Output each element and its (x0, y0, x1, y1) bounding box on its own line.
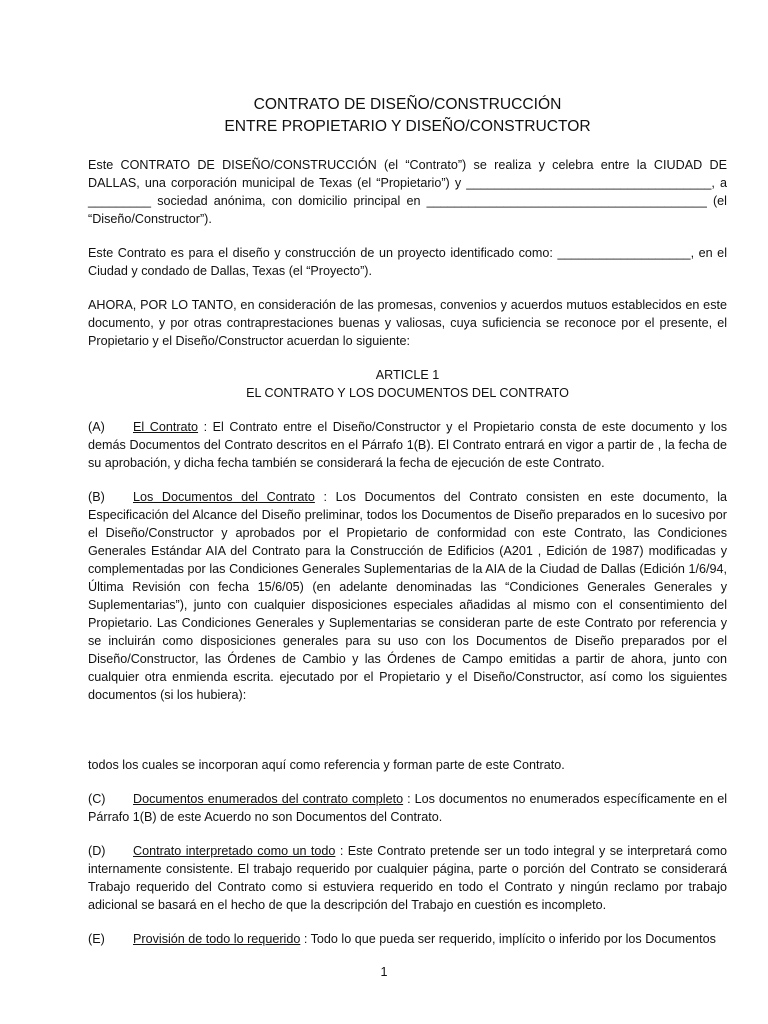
section-b-closing: todos los cuales se incorporan aquí como referencia y forman parte de este Contrato. (88, 758, 565, 772)
intro-paragraph-parties: Este CONTRATO DE DISEÑO/CONSTRUCCIÓN (el “Contrato”) se realiza y celebra entre la CIUDAD DE DALLAS, una corporación municipal de Texas (el “Propietario”) y ___________________________________, a _________ sociedad anónima, con domicilio principal en ________________________________________ (el “Diseño/Constructor”). (88, 158, 727, 226)
intro-paragraph-agreement: AHORA, POR LO TANTO, en consideración de las promesas, convenios y acuerdos mutuos establecidos en este documento, y por otras contraprestaciones buenas y valiosas, cuya suficiencia se reconoce por el presente, el Propietario y el Diseño/Constructor acuerdan lo siguiente: (88, 298, 727, 348)
title-line-1: CONTRATO DE DISEÑO/CONSTRUCCIÓN (253, 96, 562, 113)
section-e-letter: (E) (88, 932, 105, 946)
section-e-text: : Todo lo que pueda ser requerido, implícito o inferido por los Documentos (300, 932, 716, 946)
section-d-text: : Este Contrato pretende ser un todo integral y se interpretará como internamente consistente. El trabajo requerido por cualquier página, parte o porción del Contrato se considerará Trabajo requerido del Contrato como si estuviera requerido en todo el Contrato y ningún reclamo por trabajo adicional se basará en el hecho de que la descripción del Trabajo en cuestión es incompleto. (88, 844, 727, 912)
section-d (88, 842, 727, 914)
section-a (88, 418, 727, 472)
section-c-letter: (C) (88, 792, 106, 806)
page-number: 1 (380, 965, 388, 979)
section-a-heading: El Contrato (133, 420, 199, 434)
section-b (88, 488, 727, 704)
section-b-letter: (B) (88, 490, 105, 504)
section-c-text: : Los documentos no enumerados específicamente en el Párrafo 1(B) de este Acuerdo no son Documentos del Contrato. (88, 792, 728, 824)
document-list-blank-space (88, 720, 727, 756)
title-line-2: ENTRE PROPIETARIO Y DISEÑO/CONSTRUCTOR (224, 118, 591, 135)
section-d-letter: (D) (88, 844, 106, 858)
article-heading (88, 366, 727, 402)
article-title: EL CONTRATO Y LOS DOCUMENTOS DEL CONTRATO (246, 386, 569, 400)
section-b-text: : Los Documentos del Contrato consisten en este documento, la Especificación del Alcance del Diseño preliminar, todos los Documentos de Diseño preparados en lo sucesivo por el Diseño/Constructor y aprobados por el Propietario de conformidad con este Contrato, las Condiciones Generales Estándar AIA del Contrato para la Construcción de Edificios (A201 , Edición de 1987) modificadas y complementadas por las Condiciones Generales Suplementarias de la AIA de la Ciudad de Dallas (Edición 1/6/94, Última Revisión con fecha 15/6/05) (en adelante denominadas las “Condiciones Generales Generales y Suplementarias”), junto con cualquier disposiciones especiales añadidas al mismo con el consentimiento del Propietario. Las Condiciones Generales y Suplementarias se consideran parte de este Contrato por referencia y se incluirán como disposiciones generales para su uso con los Documentos de Diseño preparados por el Diseño/Constructor, las Órdenes de Cambio y las Órdenes de Campo emitidas a partir de ahora, junto con cualquier otra enmienda escrita. ejecutado por el Propietario y el Diseño/Constructor, así como los siguientes documentos (si los hubiera): (88, 490, 728, 702)
section-a-text: : El Contrato entre el Diseño/Constructor y el Propietario consta de este documento y los demás Documentos del Contrato descritos en el Párrafo 1(B). El Contrato entrará en vigor a partir de , la fecha de su aprobación, y dicha fecha también se considerará la fecha de ejecución de este Contrato. (88, 420, 728, 470)
section-c-heading: Documentos enumerados del contrato completo (133, 792, 404, 806)
section-b-heading: Los Documentos del Contrato (133, 490, 315, 504)
intro-paragraph-project: Este Contrato es para el diseño y construcción de un proyecto identificado como: ___________________, en el Ciudad y condado de Dallas, Texas (el “Proyecto”). (88, 246, 727, 278)
document-page (88, 94, 727, 964)
section-e-heading: Provisión de todo lo requerido (133, 932, 301, 946)
section-d-heading: Contrato interpretado como un todo (133, 844, 336, 858)
article-number: ARTICLE 1 (375, 368, 440, 382)
document-title (88, 94, 727, 138)
section-a-letter: (A) (88, 420, 105, 434)
section-c (88, 790, 727, 826)
section-e (88, 930, 727, 948)
